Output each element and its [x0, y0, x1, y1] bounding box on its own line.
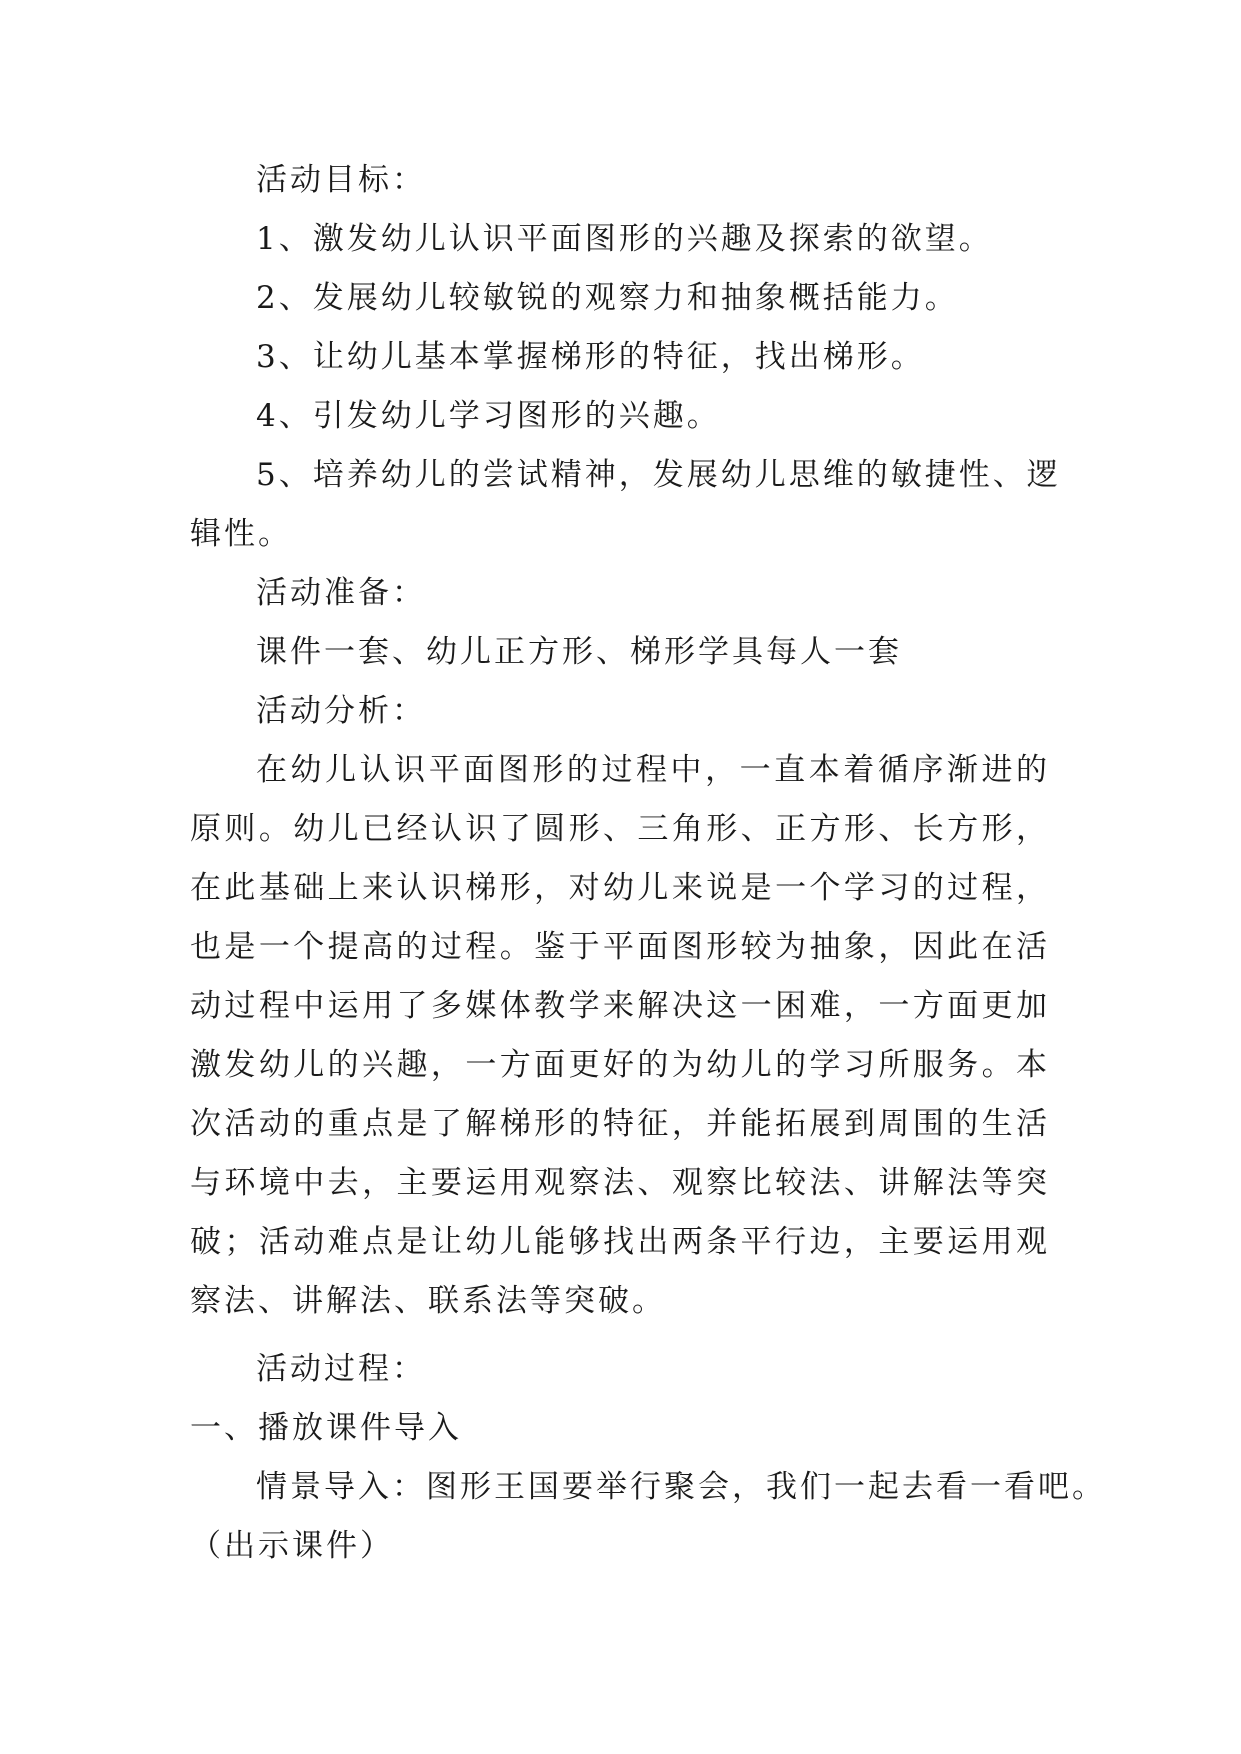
- goal-item-2: 2、发展幼儿较敏锐的观察力和抽象概括能力。: [256, 280, 959, 316]
- step1-text-line2: （出示课件）: [190, 1528, 394, 1564]
- goal-item-5-line2: 辑性。: [190, 516, 292, 552]
- prep-text: 课件一套、幼儿正方形、梯形学具每人一套: [256, 634, 902, 670]
- heading-analysis: 活动分析：: [256, 693, 426, 729]
- goal-item-4: 4、引发幼儿学习图形的兴趣。: [256, 398, 721, 434]
- heading-prep: 活动准备：: [256, 575, 426, 611]
- analysis-paragraph: 在幼儿认识平面图形的过程中，一直本着循序渐进的原则。幼儿已经认识了圆形、三角形、正方形、长方形，在此基础上来认识梯形，对幼儿来说是一个学习的过程，也是一个提高的过程。鉴于平面图形较为抽象，因此在活动过程中运用了多媒体教学来解决这一困难，一方面更加激发幼儿的兴趣，一方面更好的为幼儿的学习所服务。本次活动的重点是了解梯形的特征，并能拓展到周围的生活与环境中去，主要运用观察法、观察比较法、讲解法等突破；活动难点是让幼儿能够找出两条平行边，主要运用观察法、讲解法、联系法等突破。: [190, 752, 1050, 1319]
- goal-item-5-line1: 5、培养幼儿的尝试精神，发展幼儿思维的敏捷性、逻: [256, 457, 1061, 493]
- heading-goals: 活动目标：: [256, 162, 426, 198]
- goal-item-1: 1、激发幼儿认识平面图形的兴趣及探索的欲望。: [256, 221, 993, 257]
- step1-text-line1: 情景导入：图形王国要举行聚会，我们一起去看一看吧。: [256, 1469, 1106, 1505]
- goal-item-3: 3、让幼儿基本掌握梯形的特征，找出梯形。: [256, 339, 925, 375]
- document-page: [190, 160, 1106, 1585]
- heading-process: 活动过程：: [256, 1351, 426, 1387]
- step1-title: 一、播放课件导入: [190, 1410, 462, 1446]
